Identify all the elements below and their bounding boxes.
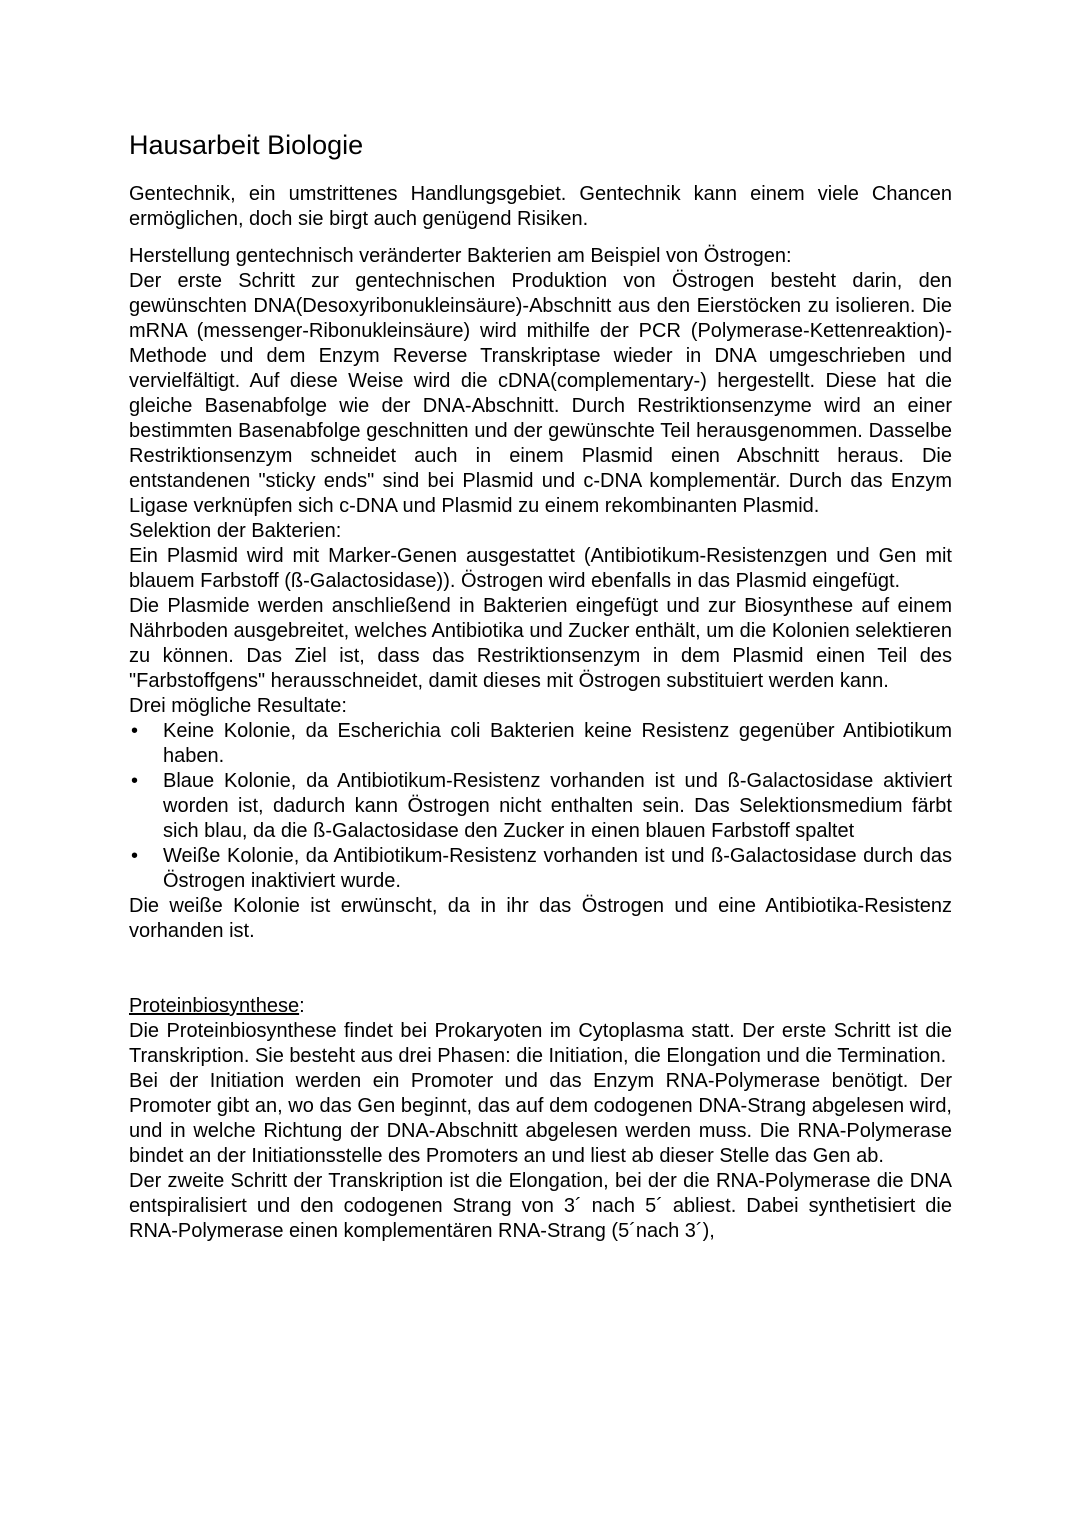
bullet-icon: • bbox=[131, 770, 139, 792]
spacer bbox=[129, 944, 952, 994]
intro-paragraph: Gentechnik, ein umstrittenes Handlungsgebiet. Gentechnik kann einem viele Chancen ermöglichen, doch sie birgt auch genügend Risiken. bbox=[129, 183, 952, 230]
results-heading: Drei mögliche Resultate: bbox=[129, 695, 347, 717]
bullet-icon: • bbox=[131, 720, 139, 742]
section-heading-selection: Selektion der Bakterien: bbox=[129, 520, 342, 542]
protein-heading-text: Proteinbiosynthese bbox=[129, 995, 300, 1017]
protein-heading-colon: : bbox=[299, 995, 305, 1017]
spacer bbox=[129, 232, 952, 244]
section-heading-protein bbox=[129, 994, 952, 1019]
list-item: • Keine Kolonie, da Escherichia coli Bakterien keine Resistenz gegenüber Antibiotikum haben. bbox=[131, 720, 952, 767]
document-title: Hausarbeit Biologie bbox=[129, 130, 364, 160]
protein-paragraph-1: Die Proteinbiosynthese findet bei Prokaryoten im Cytoplasma statt. Der erste Schritt ist die Transkription. Sie besteht aus drei Phasen: die Initiation, die Elongation und die Termination. bbox=[129, 1020, 952, 1067]
bullet-icon: • bbox=[131, 845, 139, 867]
results-list bbox=[129, 719, 952, 894]
selection-paragraph-1: Ein Plasmid wird mit Marker-Genen ausgestattet (Antibiotikum-Resistenzgen und Gen mit blauem Farbstoff (ß-Galactosidase)). Östrogen wird ebenfalls in das Plasmid eingefügt. bbox=[129, 545, 952, 592]
protein-paragraph-2: Bei der Initiation werden ein Promoter und das Enzym RNA-Polymerase benötigt. Der Promoter gibt an, wo das Gen beginnt, das auf dem codogenen DNA-Strang abgelesen wird, und in welche Richtung der DNA-Abschnitt abgelesen werden muss. Die RNA-Polymerase bindet an der Initiationsstelle des Promoters an und liest ab dieser Stelle das Gen ab. bbox=[129, 1070, 952, 1167]
selection-conclusion: Die weiße Kolonie ist erwünscht, da in ihr das Östrogen und eine Antibiotika-Resistenz vorhanden ist. bbox=[129, 895, 952, 942]
protein-paragraph-3: Der zweite Schritt der Transkription ist die Elongation, bei der die RNA-Polymerase die DNA entspiralisiert und den codogenen Strang von 3´ nach 5´ abliest. Dabei synthetisiert die RNA-Polymerase einen komplementären RNA-Strang (5´nach 3´), bbox=[129, 1170, 952, 1242]
selection-paragraph-2: Die Plasmide werden anschließend in Bakterien eingefügt und zur Biosynthese auf einem Nährboden ausgebreitet, welches Antibiotika und Zucker enthält, um die Kolonien selektieren zu können. Das Ziel ist, dass das Restriktionsenzym in dem Plasmid einen Teil des "Farbstoffgens" herausschneidet, damit dieses mit Östrogen substituiert werden kann. bbox=[129, 595, 952, 692]
production-paragraph: Der erste Schritt zur gentechnischen Produktion von Östrogen besteht darin, den gewünschten DNA(Desoxyribonukleinsäure)-Abschnitt aus den Eierstöcken zu isolieren. Die mRNA (messenger-Ribonukleinsäure) wird mithilfe der PCR (Polymerase-Kettenreaktion)-Methode und dem Enzym Reverse Transkriptase wieder in DNA umgeschrieben und vervielfältigt. Auf diese Weise wird die cDNA(complementary-) hergestellt. Diese hat die gleiche Basenabfolge wie der DNA-Abschnitt. Durch Restriktionsenzyme wird an einer bestimmten Basenabfolge geschnitten und der gewünschte Teil herausgenommen. Dasselbe Restriktionsenzym schneidet auch in einem Plasmid einen Abschnitt heraus. Die entstandenen "sticky ends" sind bei Plasmid und c-DNA komplementär. Durch das Enzym Ligase verknüpfen sich c-DNA und Plasmid zu einem rekombinanten Plasmid. bbox=[129, 270, 952, 517]
list-item: • Weiße Kolonie, da Antibiotikum-Resistenz vorhanden ist und ß-Galactosidase durch das Östrogen inaktiviert wurde. bbox=[131, 845, 952, 892]
section-heading-production: Herstellung gentechnisch veränderter Bakterien am Beispiel von Östrogen: bbox=[129, 245, 792, 267]
list-item: • Blaue Kolonie, da Antibiotikum-Resistenz vorhanden ist und ß-Galactosidase aktiviert worden ist, dadurch kann Östrogen nicht enthalten sein. Das Selektionsmedium färbt sich blau, da die ß-Galactosidase den Zucker in einen blauen Farbstoff spaltet bbox=[131, 770, 952, 842]
document-page bbox=[129, 128, 952, 1244]
